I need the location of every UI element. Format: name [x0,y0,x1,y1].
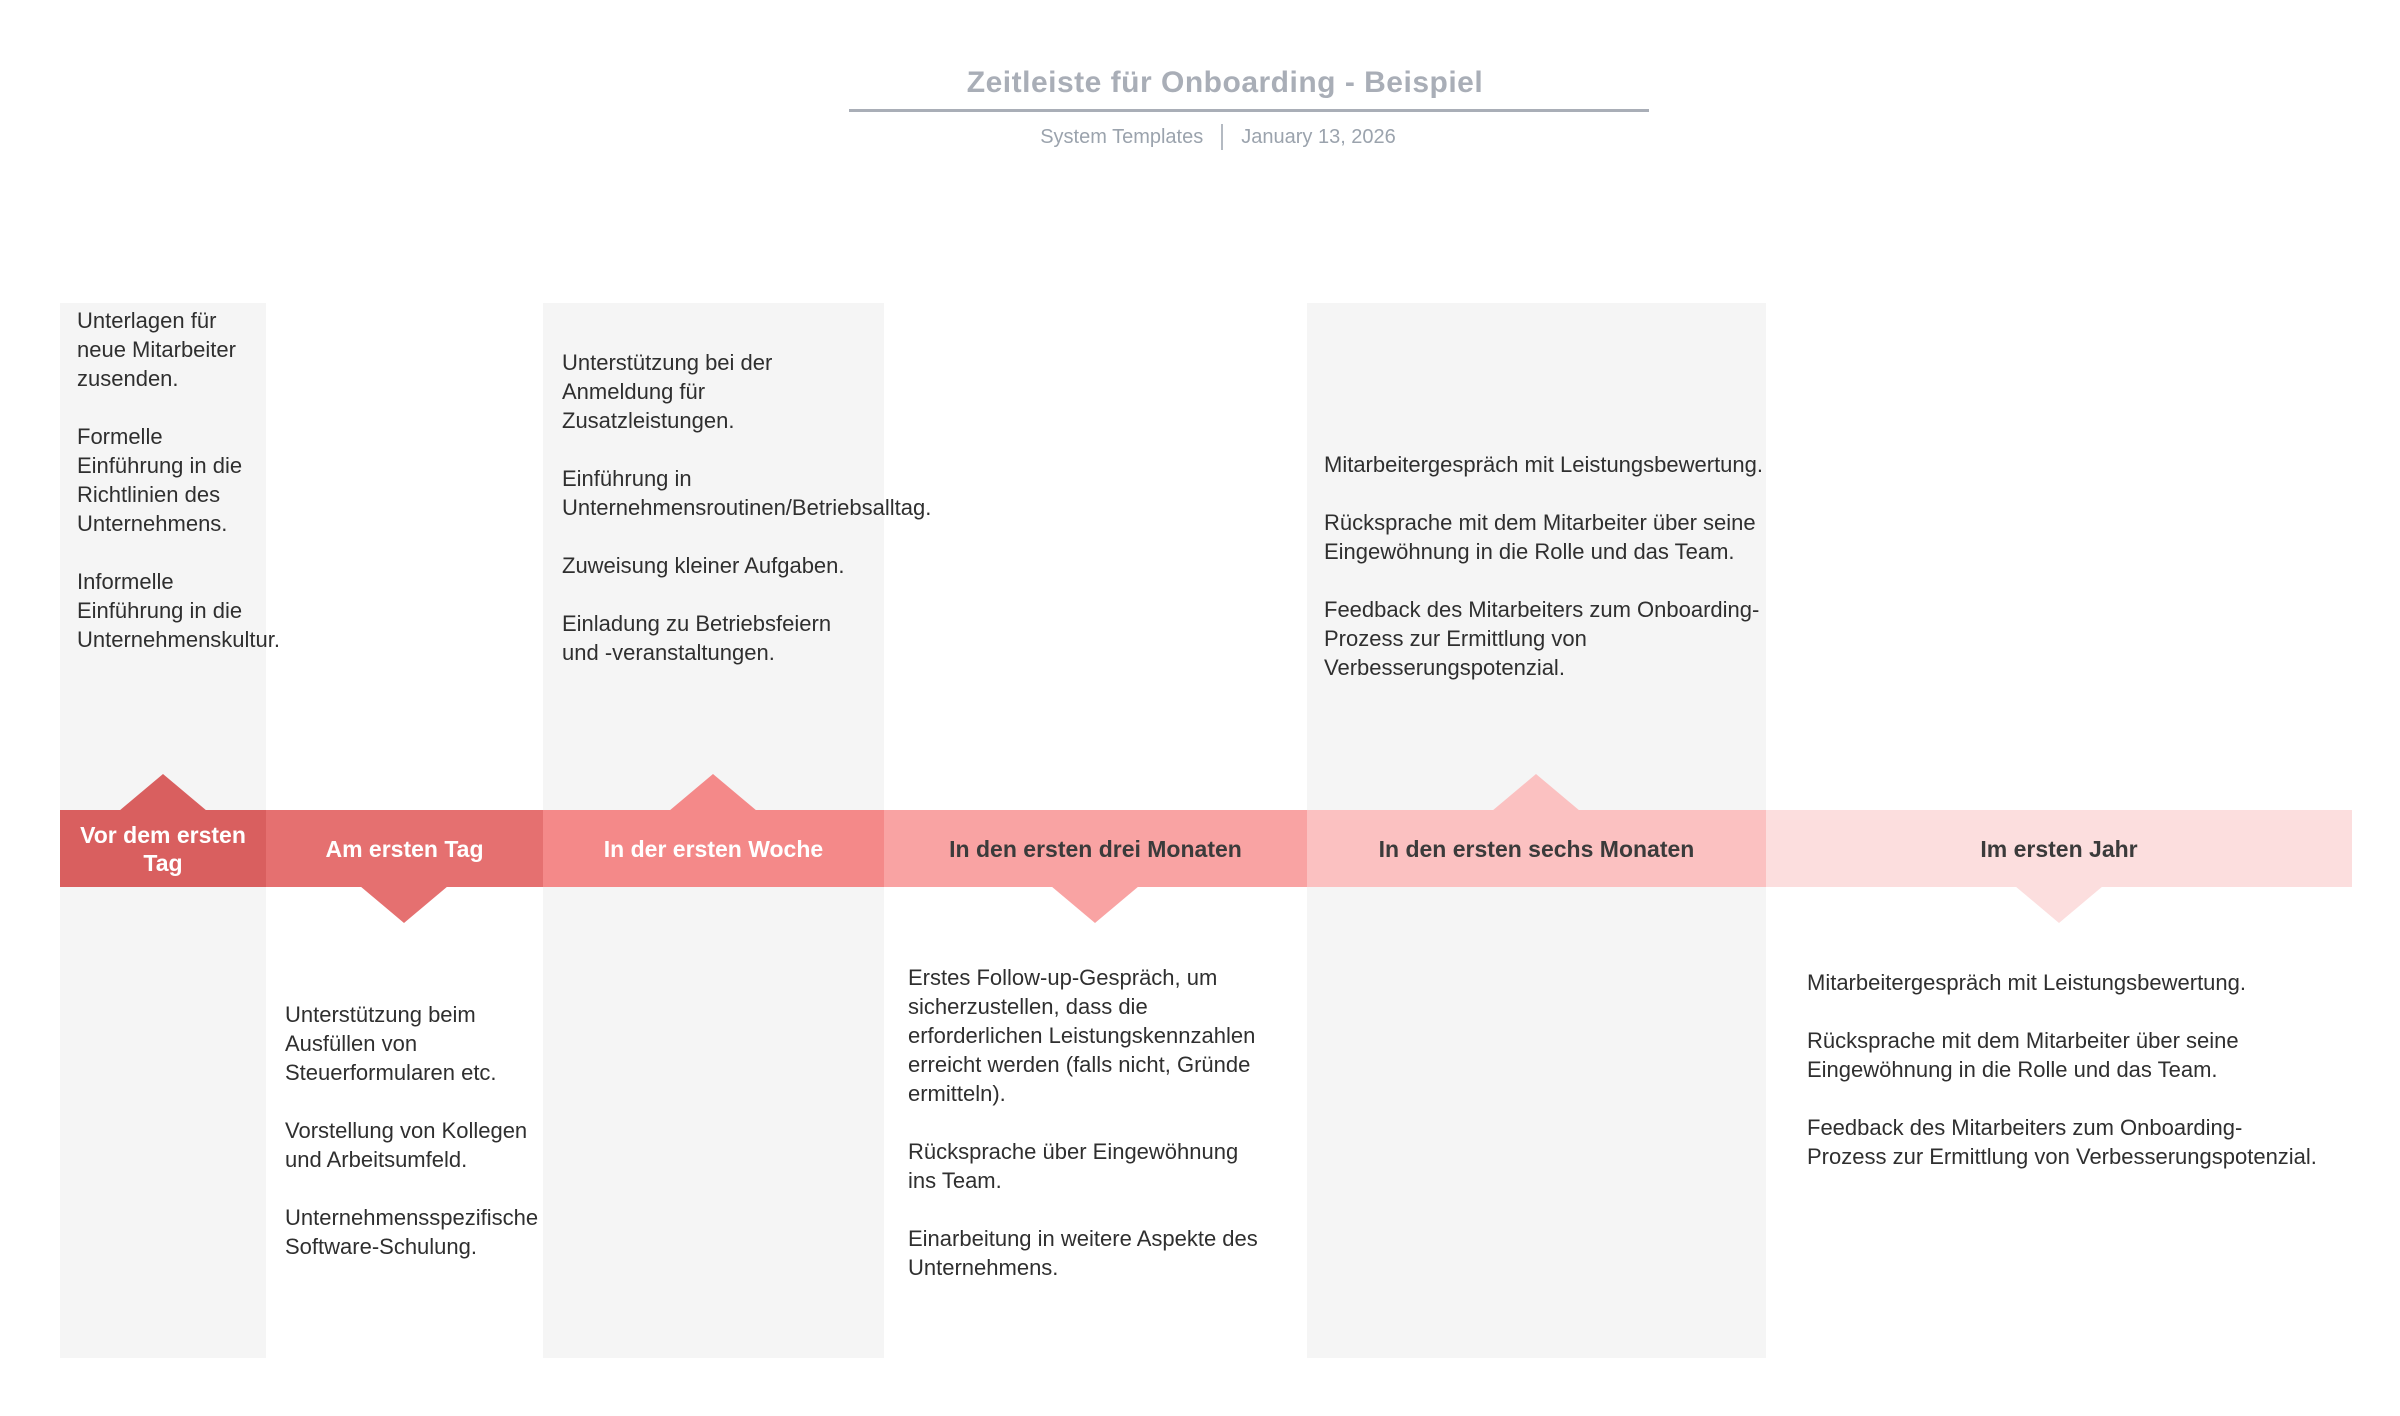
note-item: Mitarbeitergespräch mit Leistungsbewertung. [1324,452,1764,477]
note-item: Zuweisung kleiner Aufgaben. [562,553,845,578]
note-item: Unterlagen für neue Mitarbeiter zusenden. [77,308,236,391]
subtitle [0,124,2400,150]
timeline-phase-in-den-ersten-sechs-monaten [1307,810,1766,887]
note-item: Informelle Einführung in die Unternehmenskultur. [77,569,280,652]
note-item: Erstes Follow-up-Gespräch, um sicherzustellen, dass die erforderlichen Leistungskennzahlen erreicht werden (falls nicht, Gründe ermitteln). [908,965,1256,1106]
subtitle-separator [1221,124,1223,150]
note-item: Rücksprache über Eingewöhnung ins Team. [908,1139,1239,1193]
phase-label: Vor dem ersten Tag [80,821,246,876]
timeline-phase-vor-dem-ersten-tag [60,810,266,887]
phase-label: In den ersten drei Monaten [949,835,1242,862]
note-item: Einarbeitung in weitere Aspekte des Unternehmens. [908,1226,1258,1280]
timeline-phase-in-der-ersten-woche [543,810,884,887]
timeline-phase-am-ersten-tag [266,810,543,887]
note-item: Einführung in Unternehmensroutinen/Betriebsalltag. [562,466,932,520]
note-item: Mitarbeitergespräch mit Leistungsbewertung. [1807,970,2247,995]
date: January 13, 2026 [1241,125,1396,148]
phase-pointer-up-icon [1492,774,1580,811]
phase-label: Am ersten Tag [325,835,484,862]
note-item: Rücksprache mit dem Mitarbeiter über seine Eingewöhnung in die Rolle und das Team. [1807,1028,2239,1082]
title-underline [849,109,1649,112]
phase-pointer-up-icon [119,774,207,811]
phase-pointer-down-icon [2015,886,2103,923]
phase-notes-1 [77,306,280,654]
phase-notes-5 [1324,450,1776,682]
phase-notes-6 [1807,968,2319,1171]
phase-pointer-up-icon [669,774,757,811]
note-item: Feedback des Mitarbeiters zum Onboarding-Prozess zur Ermittlung von Verbesserungspotenzial. [1807,1115,2317,1169]
phase-notes-3 [562,348,932,667]
timeline-phase-im-ersten-jahr [1766,810,2352,887]
phase-pointer-down-icon [1051,886,1139,923]
phase-label: Im ersten Jahr [1980,835,2138,862]
phase-notes-2 [285,1000,539,1261]
note-item: Unterstützung bei der Anmeldung für Zusatzleistungen. [562,350,773,433]
phase-label: In der ersten Woche [603,835,824,862]
phase-label: In den ersten sechs Monaten [1378,835,1695,862]
phase-notes-4 [908,963,1272,1282]
note-item: Einladung zu Betriebsfeiern und -veranstaltungen. [562,611,832,665]
note-item: Unternehmensspezifische Software-Schulung. [285,1205,539,1259]
note-item: Formelle Einführung in die Richtlinien des Unternehmens. [77,424,243,536]
note-item: Rücksprache mit dem Mitarbeiter über seine Eingewöhnung in die Rolle und das Team. [1324,510,1756,564]
note-item: Vorstellung von Kollegen und Arbeitsumfeld. [285,1118,528,1172]
phase-pointer-down-icon [360,886,448,923]
byline: System Templates [1040,125,1204,148]
note-item: Feedback des Mitarbeiters zum Onboarding-Prozess zur Ermittlung von Verbesserungspotenzial. [1324,597,1760,680]
page-title: Zeitleiste für Onboarding - Beispiel [966,66,1484,99]
note-item: Unterstützung beim Ausfüllen von Steuerformularen etc. [285,1002,497,1085]
timeline-phase-in-den-ersten-drei-monaten [884,810,1307,887]
